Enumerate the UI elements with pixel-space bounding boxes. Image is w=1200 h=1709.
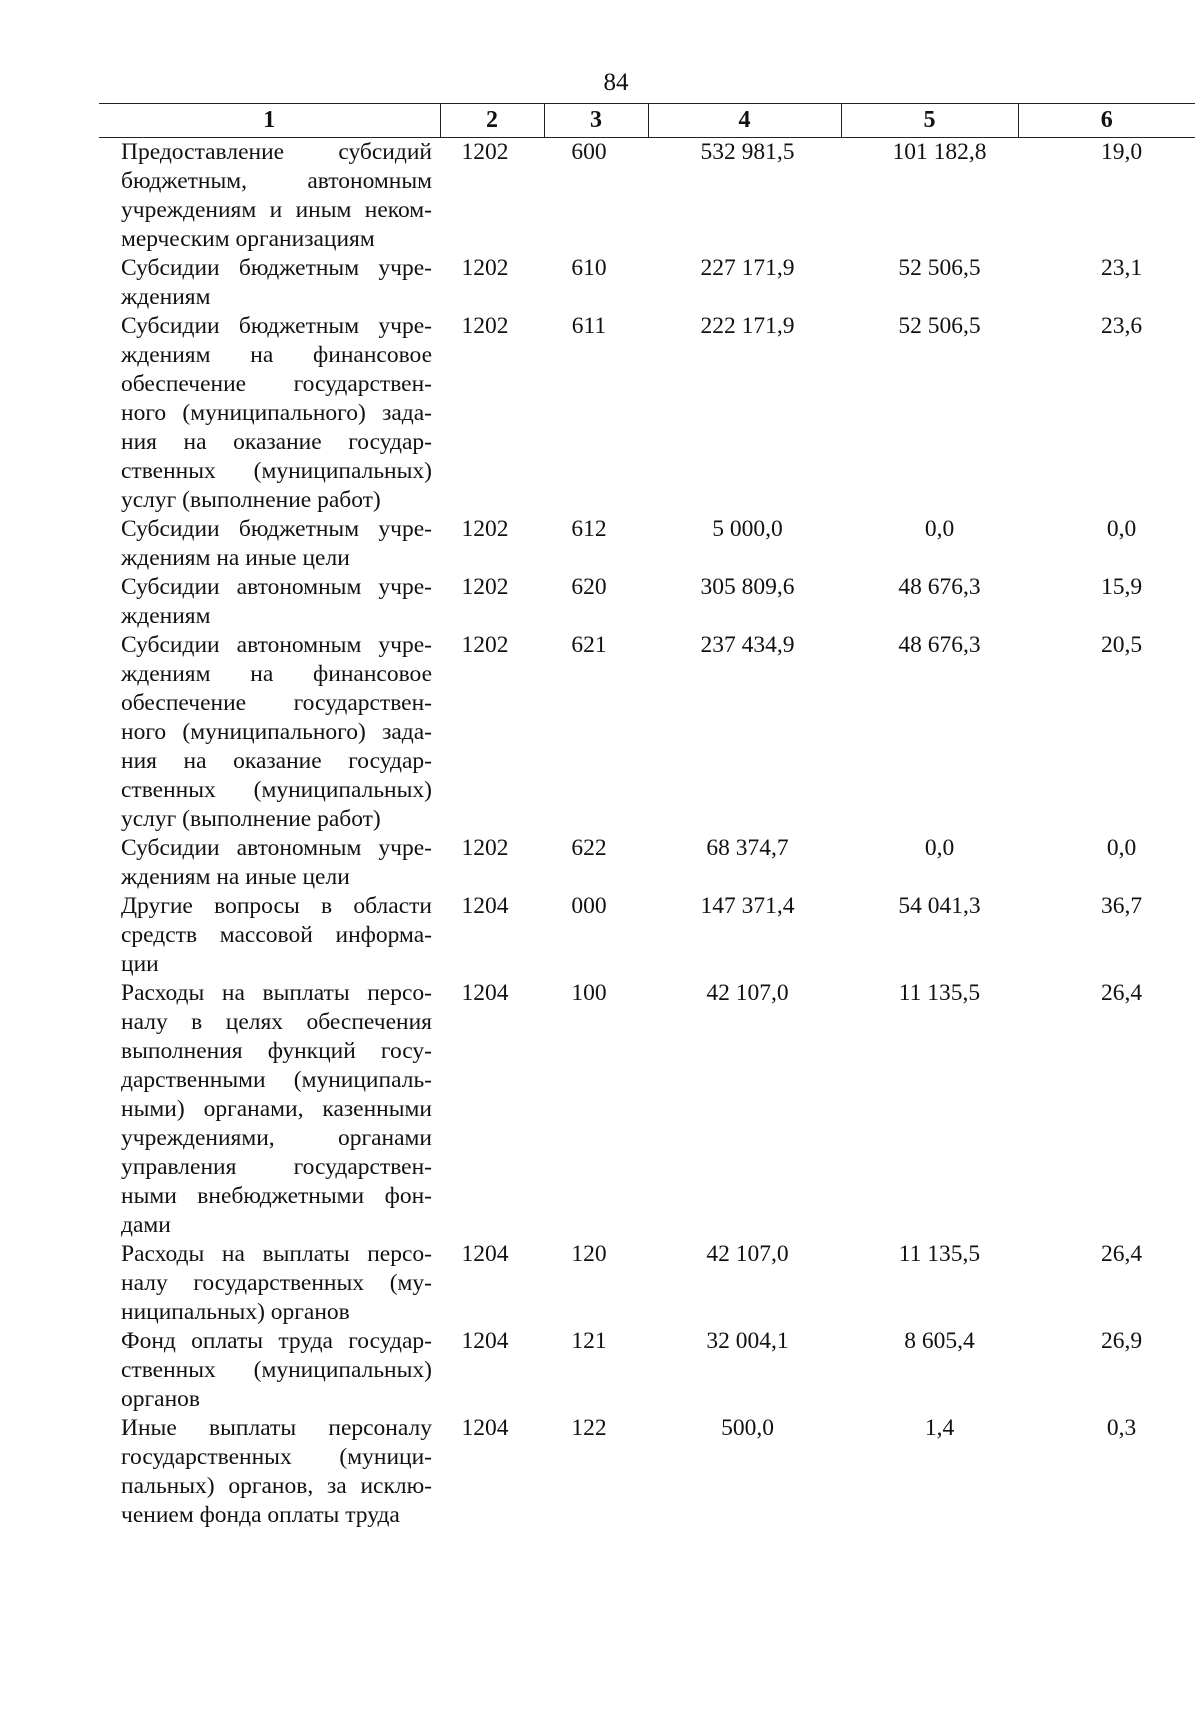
row-actual-amount-cell: 0,0 (924, 835, 955, 861)
row-section-code-cell: 1204 (461, 1241, 509, 1267)
row-expense-type-cell: 121 (571, 1328, 607, 1354)
row-expense-type-cell: 100 (571, 980, 607, 1006)
column-header-6: 6 (1018, 104, 1195, 138)
row-plan-amount-cell: 500,0 (721, 1415, 774, 1441)
row-percent-cell: 26,9 (1100, 1328, 1143, 1354)
row-section-code-cell: 1202 (461, 574, 509, 600)
row-expense-type-cell: 122 (571, 1415, 607, 1441)
row-plan-amount-cell: 305 809,6 (700, 574, 795, 600)
table-row (99, 1240, 1195, 1327)
row-plan-amount-cell: 68 374,7 (706, 835, 789, 861)
row-percent-cell: 23,6 (1100, 313, 1143, 339)
table-row (99, 631, 1195, 834)
table-row (99, 1414, 1195, 1530)
budget-table (99, 103, 1195, 1530)
row-actual-amount-cell: 8 605,4 (904, 1328, 975, 1354)
row-actual-amount-cell: 11 135,5 (898, 980, 981, 1006)
row-name-cell: Предоставление субсидий бюджетным, автономным учреждениям и иным неком-мерческим организациям (121, 139, 432, 252)
column-header-4: 4 (648, 104, 841, 138)
row-percent-cell: 19,0 (1100, 139, 1143, 165)
table-row (99, 979, 1195, 1240)
table-header-row (99, 104, 1195, 138)
row-name-cell: Субсидии бюджетным учре-ждениям на иные цели (121, 516, 432, 571)
row-expense-type-cell: 120 (571, 1241, 607, 1267)
table-row (99, 892, 1195, 979)
row-actual-amount-cell: 48 676,3 (898, 632, 981, 658)
row-plan-amount-cell: 42 107,0 (706, 1241, 789, 1267)
row-percent-cell: 0,0 (1106, 835, 1137, 861)
row-expense-type-cell: 621 (571, 632, 607, 658)
row-plan-amount-cell: 42 107,0 (706, 980, 789, 1006)
row-section-code-cell: 1204 (461, 893, 509, 919)
row-name-cell: Субсидии бюджетным учре-ждениям (121, 255, 432, 310)
row-actual-amount-cell: 52 506,5 (898, 255, 981, 281)
row-actual-amount-cell: 54 041,3 (898, 893, 981, 919)
column-header-3: 3 (544, 104, 648, 138)
row-section-code-cell: 1202 (461, 835, 509, 861)
row-actual-amount-cell: 11 135,5 (898, 1241, 981, 1267)
table-body (99, 138, 1195, 1531)
row-section-code-cell: 1204 (461, 1415, 509, 1441)
row-expense-type-cell: 610 (571, 255, 607, 281)
row-percent-cell: 26,4 (1100, 980, 1143, 1006)
row-expense-type-cell: 612 (571, 516, 607, 542)
column-header-1: 1 (99, 104, 440, 138)
table-row (99, 1327, 1195, 1414)
row-section-code-cell: 1202 (461, 139, 509, 165)
row-actual-amount-cell: 52 506,5 (898, 313, 981, 339)
row-plan-amount-cell: 147 371,4 (700, 893, 795, 919)
row-name-cell: Расходы на выплаты персо-налу в целях обеспечения выполнения функций госу-дарственными (муниципаль-ными) органами, казенными учреждениями, органами управления государствен-ными внебюджетными фон-дами (121, 980, 432, 1238)
row-percent-cell: 20,5 (1100, 632, 1143, 658)
page-number: 84 (603, 69, 629, 96)
row-percent-cell: 0,3 (1106, 1415, 1137, 1441)
row-percent-cell: 36,7 (1100, 893, 1143, 919)
row-expense-type-cell: 000 (571, 893, 607, 919)
table-row (99, 312, 1195, 515)
row-percent-cell: 15,9 (1100, 574, 1143, 600)
row-name-cell: Расходы на выплаты персо-налу государственных (му-ниципальных) органов (121, 1241, 432, 1325)
row-section-code-cell: 1204 (461, 980, 509, 1006)
row-percent-cell: 0,0 (1106, 516, 1137, 542)
row-expense-type-cell: 611 (571, 313, 607, 339)
row-expense-type-cell: 622 (571, 835, 607, 861)
table-row (99, 138, 1195, 255)
row-plan-amount-cell: 222 171,9 (700, 313, 795, 339)
row-plan-amount-cell: 5 000,0 (712, 516, 783, 542)
row-section-code-cell: 1202 (461, 255, 509, 281)
row-plan-amount-cell: 237 434,9 (700, 632, 795, 658)
row-percent-cell: 26,4 (1100, 1241, 1143, 1267)
table-row (99, 515, 1195, 573)
row-actual-amount-cell: 48 676,3 (898, 574, 981, 600)
row-name-cell: Иные выплаты персоналу государственных (муници-пальных) органов, за исклю-чением фонда оплаты труда (121, 1415, 432, 1528)
row-actual-amount-cell: 101 182,8 (892, 139, 987, 165)
row-expense-type-cell: 620 (571, 574, 607, 600)
table-row (99, 254, 1195, 312)
row-name-cell: Другие вопросы в области средств массовой информа-ции (121, 893, 432, 977)
column-header-5: 5 (841, 104, 1018, 138)
row-percent-cell: 23,1 (1100, 255, 1143, 281)
column-header-2: 2 (440, 104, 544, 138)
row-expense-type-cell: 600 (571, 139, 607, 165)
row-plan-amount-cell: 227 171,9 (700, 255, 795, 281)
row-section-code-cell: 1202 (461, 632, 509, 658)
row-plan-amount-cell: 532 981,5 (700, 139, 795, 165)
table-row (99, 573, 1195, 631)
row-name-cell: Субсидии автономным учре-ждениям на иные цели (121, 835, 432, 890)
row-name-cell: Субсидии автономным учре-ждениям на финансовое обеспечение государствен-ного (муниципального) зада-ния на оказание государ-ственных (муниципальных) услуг (выполнение работ) (121, 632, 432, 832)
row-actual-amount-cell: 1,4 (924, 1415, 955, 1441)
row-name-cell: Субсидии автономным учре-ждениям (121, 574, 432, 629)
row-name-cell: Субсидии бюджетным учре-ждениям на финансовое обеспечение государствен-ного (муниципального) зада-ния на оказание государ-ственных (муниципальных) услуг (выполнение работ) (121, 313, 432, 513)
row-name-cell: Фонд оплаты труда государ-ственных (муниципальных) органов (121, 1328, 432, 1412)
table-row (99, 834, 1195, 892)
row-actual-amount-cell: 0,0 (924, 516, 955, 542)
row-plan-amount-cell: 32 004,1 (706, 1328, 789, 1354)
row-section-code-cell: 1202 (461, 313, 509, 339)
row-section-code-cell: 1204 (461, 1328, 509, 1354)
row-section-code-cell: 1202 (461, 516, 509, 542)
